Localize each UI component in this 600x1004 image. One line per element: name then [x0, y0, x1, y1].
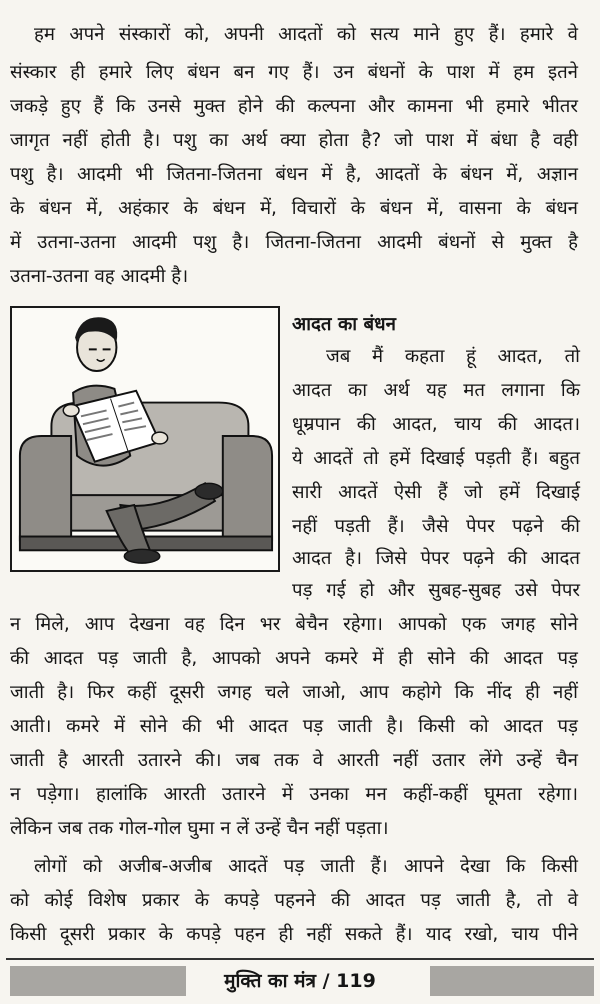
body-line: न पड़ेगा। हालांकि आरती उतारने में उनका मन कहीं-कहीं घूमता रहेगा। — [10, 784, 578, 805]
side-line: आदत है। जिसे पेपर पढ़ने की आदत — [292, 548, 580, 569]
side-line: नहीं पड़ती हैं। जैसे पेपर पढ़ने की — [292, 516, 580, 537]
body-line: किसी दूसरी प्रकार के कपड़े पहन ही नहीं सकते हैं। याद रखो, चाय पीने — [10, 924, 578, 945]
footer-band-right — [430, 966, 594, 996]
intro-line: जागृत नहीं होती है। पशु का अर्थ क्या होता है? जो पाश में बंधा है वही — [10, 130, 578, 151]
side-line: आदत का अर्थ यह मत लगाना कि — [292, 380, 580, 401]
intro-line: पशु है। आदमी भी जितना-जितना बंधन में है, आदतों के बंधन में, अज्ञान — [10, 164, 578, 185]
side-line: धूम्रपान की आदत, चाय की आदत। — [292, 414, 580, 435]
intro-line: के बंधन में, अहंकार के बंधन में, विचारों के बंधन में, वासना के बंधन — [10, 198, 578, 219]
footer-rule — [6, 958, 594, 960]
body-line: जाती है। फिर कहीं दूसरी जगह चले जाओ, आप कहोगे कि नींद ही नहीं — [10, 682, 578, 703]
intro-line: जकड़े हुए हैं कि उनसे मुक्त होने की कल्पना और कामना भी हमारे भीतर — [10, 96, 578, 117]
body-line: न मिले, आप देखना वह दिन भर बेचैन रहेगा। आपको एक जगह सोने — [10, 614, 578, 635]
side-line: जब मैं कहता हूं आदत, तो — [326, 346, 580, 367]
intro-line: में उतना-उतना आदमी पशु है। जितना-जितना आदमी बंधनों से मुक्त है — [10, 232, 578, 253]
body-line: आती। कमरे में सोने की भी आदत पड़ जाती है। किसी को आदत पड़ — [10, 716, 578, 737]
side-line: पड़ गई हो और सुबह-सुबह उसे पेपर — [292, 580, 580, 601]
side-line: ये आदतें तो हमें दिखाई पड़ती हैं। बहुत — [292, 448, 580, 469]
page-footer-title: मुक्ति का मंत्र / 119 — [224, 970, 376, 992]
body-line: लोगों को अजीब-अजीब आदतें पड़ जाती हैं। आपने देखा कि किसी — [34, 856, 578, 877]
intro-line: हम अपने संस्कारों को, अपनी आदतों को सत्य माने हुए हैं। हमारे वे — [34, 24, 578, 45]
newspaper-reader-drawing — [12, 308, 278, 570]
intro-line: संस्कार ही हमारे लिए बंधन बन गए हैं। उन बंधनों के पाश में हम इतने — [10, 62, 578, 83]
body-line: लेकिन जब तक गोल-गोल घुमा न लें उन्हें चैन नहीं पड़ता। — [10, 818, 389, 839]
illustration-man-reading-newspaper — [10, 306, 280, 572]
section-heading: आदत का बंधन — [292, 314, 396, 335]
body-line: की आदत पड़ जाती है, आपको अपने कमरे में ही सोने की आदत पड़ — [10, 648, 578, 669]
body-line: को कोई विशेष प्रकार के कपड़े पहनने की आदत पड़ जाती है, तो वे — [10, 890, 578, 911]
side-line: सारी आदतें ऐसी हैं जो हमें दिखाई — [292, 482, 580, 503]
footer-band-left — [10, 966, 186, 996]
intro-line: उतना-उतना वह आदमी है। — [10, 266, 189, 287]
body-line: जाती है आरती उतारने की। जब तक वे आरती नहीं उतार लेंगे उन्हें चैन — [10, 750, 578, 771]
